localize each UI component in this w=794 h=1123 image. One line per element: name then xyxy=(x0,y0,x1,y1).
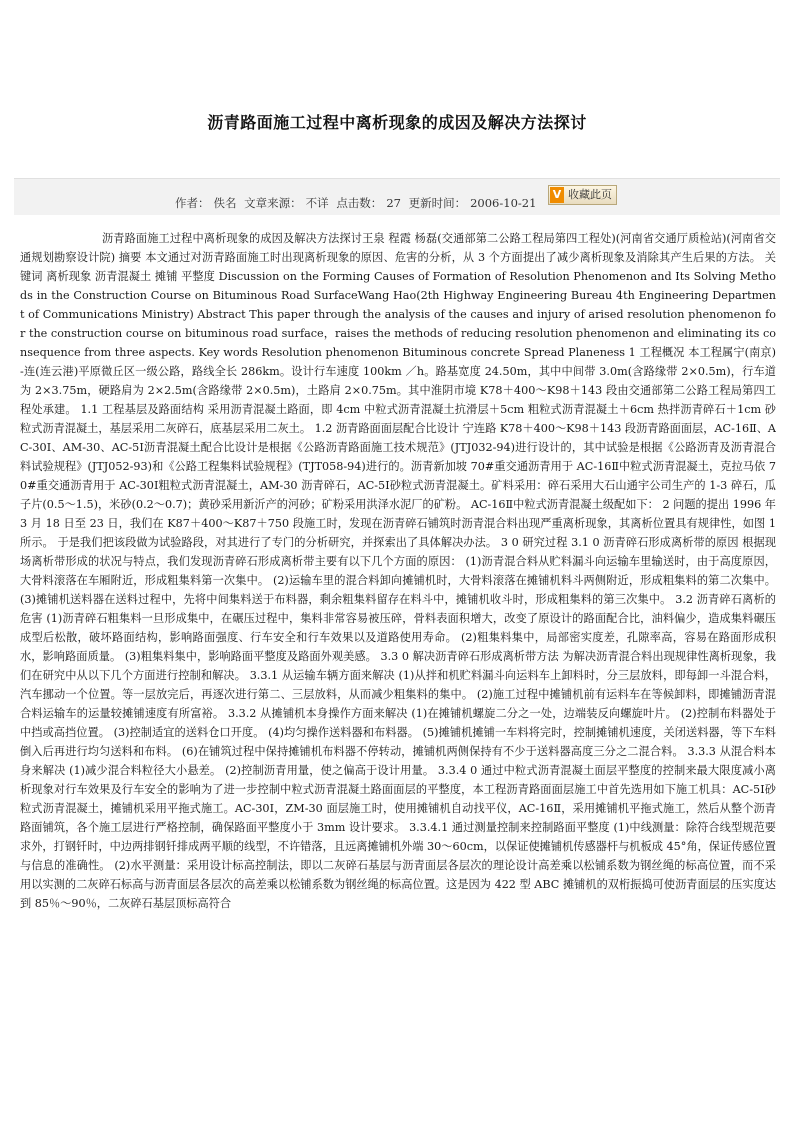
updated-value: 2006-10-21 xyxy=(470,196,537,210)
source-value: 不详 xyxy=(305,196,329,210)
updated-label: 更新时间： xyxy=(408,196,467,210)
article-body xyxy=(20,229,776,1109)
clicks-label: 点击数： xyxy=(336,196,383,210)
add-favorite-label: 收藏此页 xyxy=(568,188,612,201)
article-meta xyxy=(175,195,540,211)
article-text: 沥青路面施工过程中离析现象的成因及解决方法探讨王泉 程霞 杨磊(交通部第二公路工程局第四工程处)(河南省交通厅质检站)(河南省交通规划勘察设计院) 摘要 本文通过对沥青路面施工时出现离析现象的原因、危害的分析，从 3 个方面提出了减少离析现象及消除其产生后果的方法。 关键词 离析现象 沥青混凝土 摊铺 平整度 Discussion on the Forming Causes of Formation of Resolution Phenomenon and Its Solving Methods in the Construction Course on Bituminous Road SurfaceWang Hao(2th Highway Engineering Bureau 4th Engineering Department of Communications Ministry) Abstract This paper through the analysis of the causes and injury of arised resolution phenomenon for the construction course on bituminous road surface，raises the methods of reducing resolution phenomenon and eliminating its consequence from three aspects. Key words Resolution phenomenon Bituminous concrete Spread Planeness 1 工程概况 本工程属宁(南京)-连(连云港)平原微丘区一级公路，路线全长 286km。设计行车速度 100km ／h。路基宽度 24.50m，其中中间带 3.0m(含路缘带 2×0.5m)，行车道为 2×3.75m，硬路肩为 2×2.5m(含路缘带 2×0.5m)，土路肩 2×0.75m。其中淮阴市境 K78＋400～K98＋143 段由交通部第二公路工程局第四工程处承建。 1.1 工程基层及路面结构 采用沥青混凝土路面，即 4cm 中粒式沥青混凝土抗滑层＋5cm 粗粒式沥青混凝土＋6cm 热拌沥青碎石＋1cm 砂粒式沥青混凝土，基层采用二灰碎石，底基层采用二灰土。 1.2 沥青路面面层配合比设计 宁连路 K78＋400～K98＋143 段沥青路面面层，AC-16Ⅱ、AC-30Ⅰ、AM-30、AC-5Ⅰ沥青混凝土配合比设计是根据《公路沥青路面施工技术规范》(JTJ032-94)进行设计的，其中试验是根据《公路沥青及沥青混合料试验规程》(JTJ052-93)和《公路工程集料试验规程》(TJT058-94)进行的。沥青新加坡 70#重交通沥青用于 AC-16Ⅱ中粒式沥青混凝土，克拉马依 70#重交通沥青用于 AC-30Ⅰ粗粒式沥青混凝土，AM-30 沥青碎石，AC-5Ⅰ砂粒式沥青混凝土。矿料采用：碎石采用大石山通宇公司生产的 1-3 碎石，瓜子片(0.5～1.5)，米砂(0.2～0.7)；黄砂采用新沂产的河砂；矿粉采用洪泽水泥厂的矿粉。 AC-16Ⅱ中粒式沥青混凝土级配如下： 2 问题的提出 1996 年 3 月 18 日至 23 日，我们在 K87＋400～K87＋750 段施工时，发现在沥青碎石铺筑时沥青混合料出现严重离析现象，其离析位置具有规律性，如图 1 所示。 于是我们把该段做为试验路段，对其进行了专门的分析研究，并探索出了具体解决办法。 3 0 研究过程 3.1 0 沥青碎石形成离析带的原因 根据现场离析带形成的状况与特点，我们发现沥青碎石形成离析带主要有以下几个方面的原因： (1)沥青混合料从贮料漏斗向运输车里输送时，由于高度原因，大骨料滚落在车厢附近，形成粗集料第一次集中。 (2)运输车里的混合料卸向摊铺机时，大骨料滚落在摊铺机料斗两侧附近，形成粗集料的第二次集中。 (3)摊铺机送料器在送料过程中，先将中间集料送于布料器，剩余粗集料留存在料斗中，摊铺机收斗时，形成粗集料的第三次集中。 3.2 沥青碎石离析的危害 (1)沥青碎石粗集料一旦形成集中，在碾压过程中，集料非常容易被压碎，骨料表面积增大，改变了原设计的路面配合比，油料偏少，造成集料碾压成型后松散，破坏路面结构，影响路面强度、行车安全和行车效果以及道路使用寿命。 (2)粗集料集中，局部密实度差，孔隙率高，容易在路面形成积水，影响路面质量。 (3)粗集料集中，影响路面平整度及路面外观美感。 3.3 0 解决沥青碎石形成离析带方法 为解决沥青混合料出现规律性离析现象，我们在研究中从以下几个方面进行控制和解决。 3.3.1 从运输车辆方面来解决 (1)从拌和机贮料漏斗向运料车上卸料时，分三层放料，即每卸一斗混合料，汽车挪动一个位置。等一层放完后，再逐次进行第二、三层放料，从而减少粗集料的集中。 (2)施工过程中摊铺机前有运料车在等候卸料，即摊铺沥青混合料运输车的运量较摊铺速度有所富裕。 3.3.2 从摊铺机本身操作方面来解决 (1)在摊铺机螺旋二分之一处，边端装反向螺旋叶片。 (2)控制布料器处于中挡或高挡位置。 (3)控制适宜的送料仓口开度。 (4)均匀操作送料器和布料器。 (5)摊铺机摊铺一车料将完时，控制摊铺机速度，关闭送料器，等下车料倒入后再进行均匀送料和布料。 (6)在铺筑过程中保持摊铺机布料器不停转动，摊铺机两侧保持有不少于送料器高度三分之二混合料。 3.3.3 从混合料本身来解决 (1)减少混合料粒径大小悬差。 (2)控制沥青用量，使之偏高于设计用量。 3.3.4 0 通过中粒式沥青混凝土面层平整度的控制来最大限度减小离析现象对行车效果及行车安全的影响为了进一步控制中粒式沥青混凝土路面面层的平整度，本工程沥青路面面层施工中首先选用如下施工机具：AC-5Ⅰ砂粒式沥青混凝土，摊铺机采用平拖式施工。AC-30Ⅰ，ZM-30 面层施工时，使用摊铺机自动找平仪，AC-16Ⅱ，采用摊铺机平拖式施工，然后从整个沥青路面铺筑，各个施工层进行严格控制，确保路面平整度小于 3mm 设计要求。 3.3.4.1 通过测量控制来控制路面平整度 (1)中线测量：除符合线型规范要求外，打钢钎时，中边两排钢钎排成两平顺的线型，不许错落，且远离摊铺机外端 30～60cm，以保证使摊铺机传感器杆与机板成 45°角，保证传感位置与信息的准确性。 (2)水平测量：采用设计标高控制法，即以二灰碎石基层与沥青面层各层次的理论设计高差乘以松铺系数为钢丝绳的标高位置，而不采用以实测的二灰碎石标高与沥青面层各层次的高差乘以松铺系数为钢丝绳的标高位置。这是因为 422 型 ABC 摊铺机的双桁振捣可使沥青面层的压实度达到 85％～90％，二灰碎石基层顶标高符合 xyxy=(20,232,776,910)
clicks-value: 27 xyxy=(386,196,401,210)
source-label: 文章来源： xyxy=(244,196,302,210)
author-label: 作者： xyxy=(175,196,210,210)
author-value: 佚名 xyxy=(213,196,237,210)
add-favorite-button[interactable] xyxy=(548,185,617,205)
page-title: 沥青路面施工过程中离析现象的成因及解决方法探讨 xyxy=(207,113,587,132)
bookmark-icon: V xyxy=(550,187,564,203)
